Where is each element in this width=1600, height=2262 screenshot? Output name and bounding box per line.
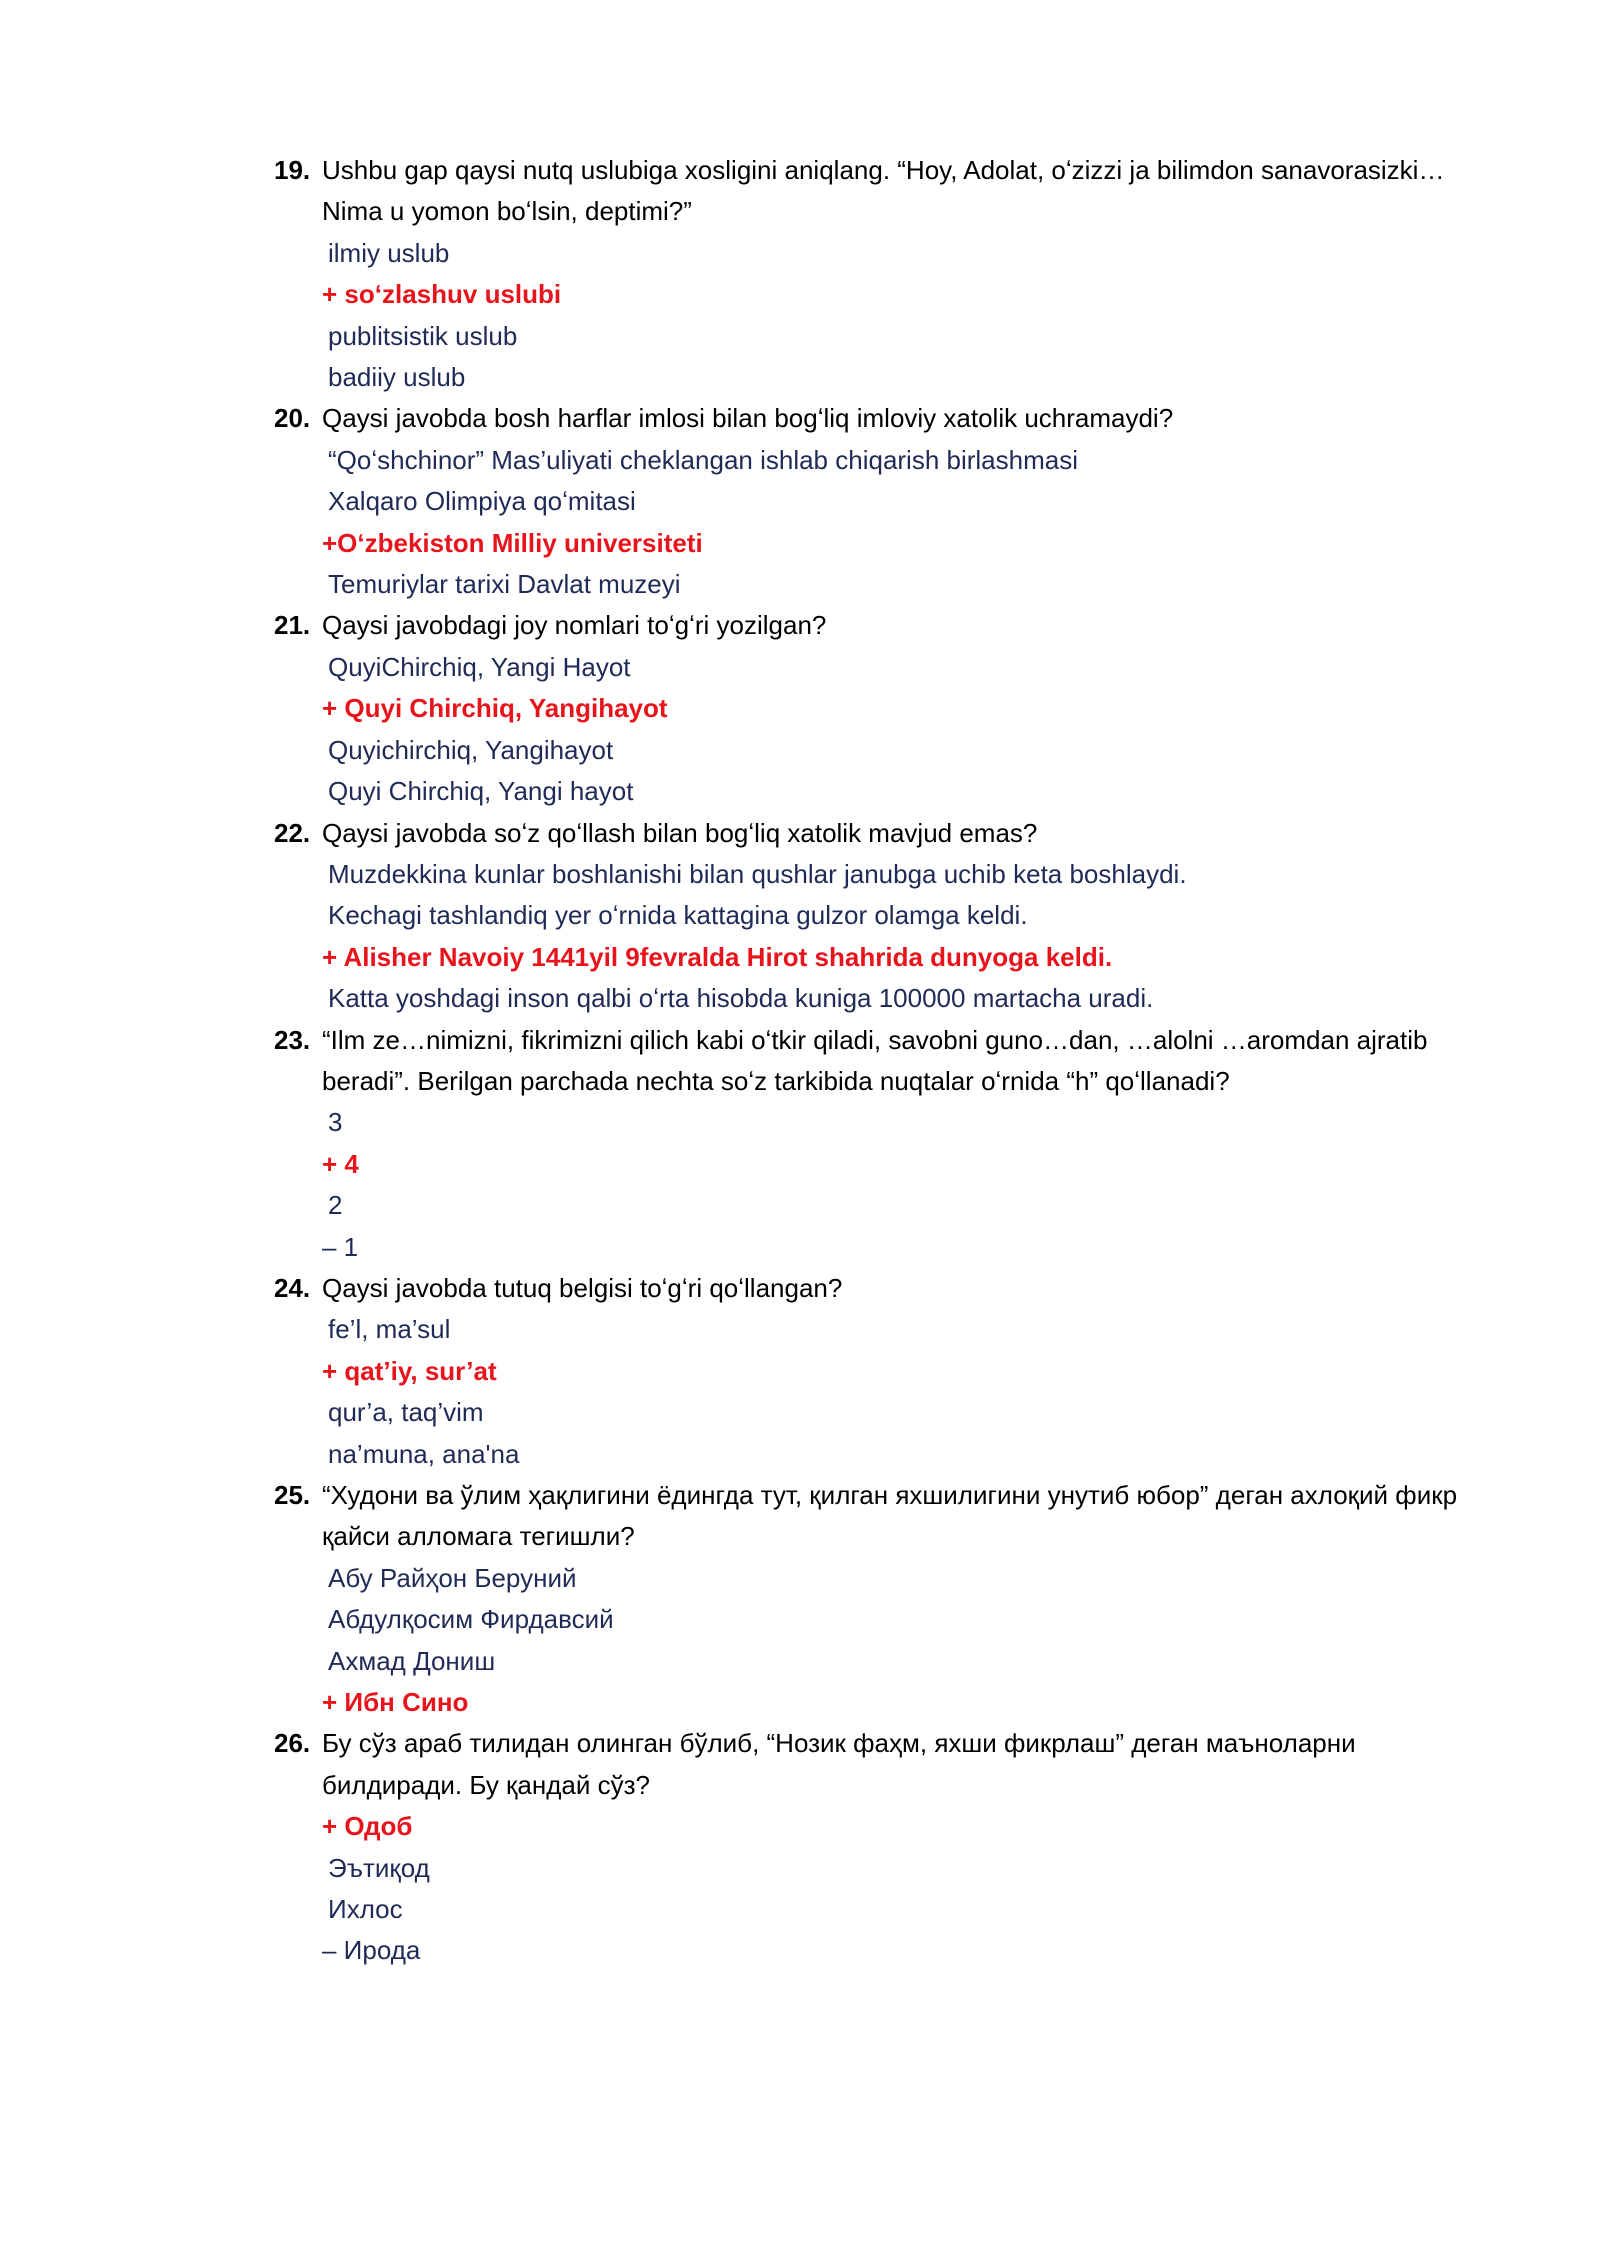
question-number: 19.: [274, 155, 311, 185]
question-list: [274, 150, 1474, 1972]
answer-option: “Qoʻshchinor” Mas’uliyati cheklangan ishlab chiqarish birlashmasi: [328, 444, 1079, 475]
question-24: [274, 1268, 1474, 1475]
answer-option-correct: + Alisher Navoiy 1441yil 9fevralda Hirot shahrida dunyoga keldi.: [322, 941, 1113, 972]
question-20: [274, 398, 1474, 605]
answer-option: ilmiy uslub: [328, 237, 450, 268]
answer-option: – 1: [322, 1231, 359, 1262]
answer-option: Эътиқод: [328, 1852, 430, 1883]
answer-option-correct: + qat’iy, sur’at: [322, 1355, 497, 1386]
question-text: “Ilm ze…nimizni, fikrimizni qilich kabi oʻtkir qiladi, savobni guno…dan, …alolni …aromdan ajratib beradi”. Berilgan parchada nechta soʻz tarkibida nuqtalar oʻrnida “h” qoʻllanadi?: [322, 1024, 1428, 1096]
question-number: 26.: [274, 1728, 311, 1759]
answer-option: Katta yoshdagi inson qalbi oʻrta hisobda kuniga 100000 martacha uradi.: [328, 983, 1154, 1014]
answer-option: Xalqaro Olimpiya qoʻmitasi: [328, 486, 636, 517]
answer-option: Абдулқосим Фирдавсий: [328, 1604, 614, 1635]
answer-option-correct: + soʻzlashuv uslubi: [322, 279, 562, 310]
answer-option: publitsistik uslub: [328, 320, 518, 351]
question-text: Qaysi javobda soʻz qoʻllash bilan bogʻliq xatolik mavjud emas?: [322, 817, 1038, 848]
answer-option: Quyi Chirchiq, Yangi hayot: [328, 776, 634, 807]
question-26: [274, 1723, 1474, 1971]
answer-option-correct: +Oʻzbekiston Milliy universiteti: [322, 527, 703, 558]
answer-option: qur’a, taq’vim: [328, 1397, 484, 1428]
question-22: [274, 813, 1474, 1020]
answer-option: QuyiChirchiq, Yangi Hayot: [328, 651, 631, 682]
answer-option-correct: + Quyi Chirchiq, Yangihayot: [322, 693, 668, 724]
answer-option: na’muna, ana'na: [328, 1438, 520, 1469]
answer-option: badiiy uslub: [328, 362, 466, 393]
question-number: 24.: [274, 1272, 311, 1303]
answer-option: Абу Райҳон Беруний: [328, 1562, 577, 1593]
question-23: [274, 1020, 1474, 1268]
answer-option-correct: + 4: [322, 1148, 359, 1179]
question-number: 20.: [274, 403, 311, 434]
question-text: Qaysi javobda tutuq belgisi toʻgʻri qoʻllangan?: [322, 1272, 843, 1303]
question-number: 25.: [274, 1480, 311, 1510]
answer-option-correct: + Одоб: [322, 1811, 413, 1842]
question-25: [274, 1475, 1474, 1723]
answer-option: Ихлос: [328, 1894, 403, 1925]
answer-option: Muzdekkina kunlar boshlanishi bilan qushlar janubga uchib keta boshlaydi.: [328, 858, 1187, 889]
question-text: Qaysi javobdagi joy nomlari toʻgʻri yozilgan?: [322, 610, 827, 641]
answer-option: – Ирода: [322, 1935, 421, 1966]
answer-option-correct: + Ибн Сино: [322, 1687, 469, 1718]
answer-option: Quyichirchiq, Yangihayot: [328, 734, 614, 765]
question-text: Qaysi javobda bosh harflar imlosi bilan bogʻliq imloviy xatolik uchramaydi?: [322, 403, 1174, 434]
question-number: 21.: [274, 610, 311, 641]
question-19: [274, 150, 1474, 398]
question-text: Ushbu gap qaysi nutq uslubiga xosligini aniqlang. “Hoy, Adolat, oʻzizzi ja bilimdon sanavorasizki… Nima u yomon boʻlsin, deptimi?”: [322, 155, 1445, 227]
answer-option: Ахмад Дониш: [328, 1645, 496, 1676]
question-number: 23.: [274, 1024, 311, 1055]
answer-option: 3: [328, 1107, 343, 1138]
question-text: Бу сўз араб тилидан олинган бўлиб, “Нозик фаҳм, яхши фикрлаш” деган маъноларни билдиради. Бу қандай сўз?: [322, 1728, 1356, 1800]
question-21: [274, 605, 1474, 812]
answer-option: 2: [328, 1190, 343, 1221]
answer-option: fe’l, ma’sul: [328, 1314, 451, 1345]
question-number: 22.: [274, 817, 311, 848]
answer-option: Kechagi tashlandiq yer oʻrnida kattagina gulzor olamga keldi.: [328, 900, 1028, 931]
answer-option: Temuriylar tarixi Davlat muzeyi: [328, 569, 681, 600]
question-text: “Худони ва ўлим ҳақлигини ёдингда тут, қилган яхшилигини унутиб юбор” деган ахлоқий фикр қайси алломага тегишли?: [322, 1480, 1458, 1552]
